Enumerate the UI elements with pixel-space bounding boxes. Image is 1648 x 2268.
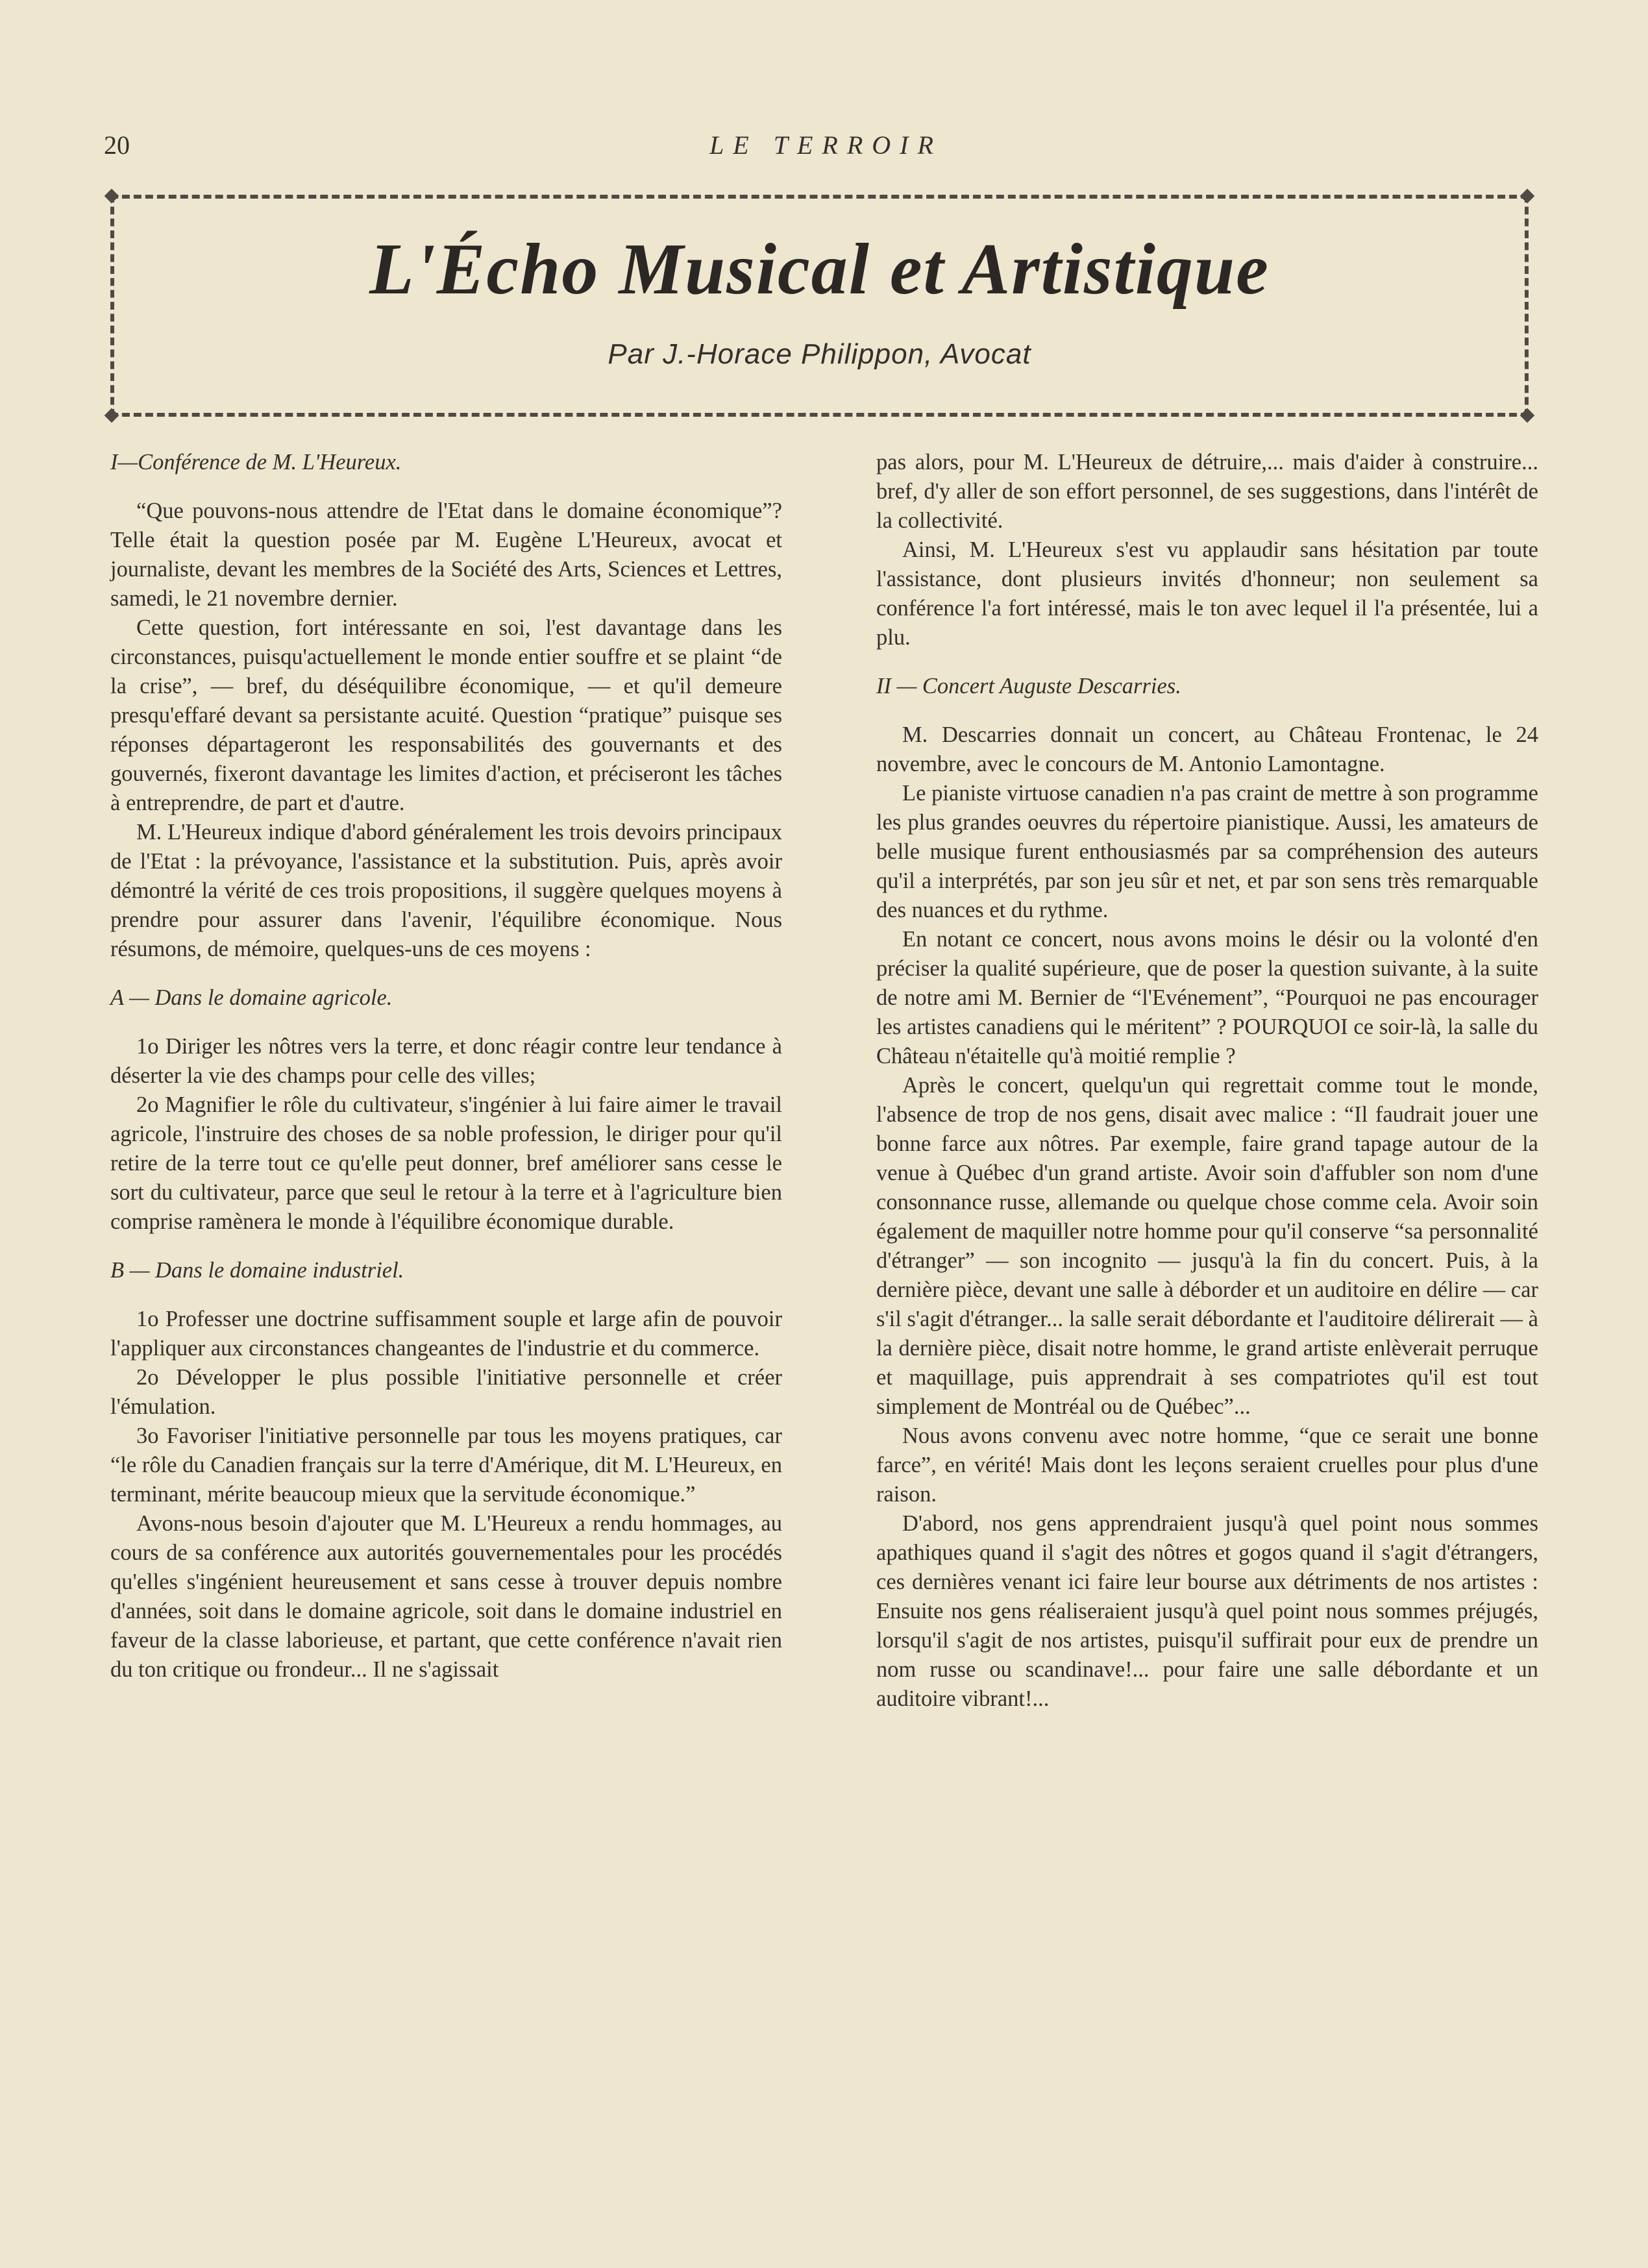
subsection-heading: B — Dans le domaine industriel. — [110, 1258, 404, 1283]
corner-ornament — [105, 408, 119, 423]
section-heading: I—Conférence de M. L'Heureux. — [110, 450, 402, 475]
article-byline: Par J.-Horace Philippon, Avocat — [608, 338, 1031, 370]
paragraph: pas alors, pour M. L'Heureux de détruire,... mais d'aider à construire... bref, d'y aller de son effort personnel, de ses suggestions, dans l'intérêt de la collectivité. — [876, 450, 1538, 533]
paragraph: Avons-nous besoin d'ajouter que M. L'Heureux a rendu hommages, au cours de sa conférence aux autorités gouvernementales pour les procédés qu'elles s'ingénient heureusement et sans cesse à trouver depuis nombre d'années, soit dans le domaine agricole, soit dans le domaine industriel en faveur de la classe laborieuse, et partant, que cette conférence n'avait rien du ton critique ou frondeur... Il ne s'agissait — [110, 1511, 782, 1682]
running-head — [104, 130, 1548, 169]
article-title: L'Écho Musical et Artistique — [369, 229, 1270, 310]
paragraph: D'abord, nos gens apprendraient jusqu'à quel point nous sommes apathiques quand il s'agit des nôtres et gogos quand il s'agit d'étrangers, ces dernières venant ici faire leur bourse aux détriments de nos artistes : Ensuite nos gens réaliseraient jusqu'à quel point nous sommes préjugés, lorsqu'il s'agit de nos artistes, puisqu'il suffirait pour eux de prendre un nom russe ou scandinave!... pour faire une salle débordante et un auditoire vibrant!... — [876, 1511, 1538, 1711]
paragraph: M. L'Heureux indique d'abord généralement les trois devoirs principaux de l'Etat : la prévoyance, l'assistance et la substitution. Puis, après avoir démontré la vérité de ces trois propositions, il suggère quelques moyens à prendre pour assurer dans l'avenir, l'équilibre économique. Nous résumons, de mémoire, quelques-uns de ces moyens : — [110, 820, 782, 961]
paragraph: 3o Favoriser l'initiative personnelle par tous les moyens pratiques, car “le rôle du Canadien français sur la terre d'Amérique, dit M. L'Heureux, en terminant, mérite beaucoup mieux que la servitude économique.” — [110, 1424, 782, 1507]
paragraph: En notant ce concert, nous avons moins le désir ou la volonté d'en préciser la qualité supérieure, que de poser la question suivante, à la suite de notre ami M. Bernier de “l'Evénement”, “Pourquoi ne pas encourager les artistes canadiens qui le méritent” ? POURQUOI ce soir-là, la salle du Château n'étaitelle qu'à moitié remplie ? — [876, 927, 1538, 1068]
section-heading: II — Concert Auguste Descarries. — [876, 674, 1181, 698]
paragraph: M. Descarries donnait un concert, au Château Frontenac, le 24 novembre, avec le concours de M. Antonio Lamontagne. — [876, 722, 1538, 776]
corner-ornament — [1520, 189, 1535, 204]
subsection-heading: A — Dans le domaine agricole. — [110, 985, 393, 1010]
corner-ornament — [105, 189, 119, 204]
right-column — [876, 448, 1538, 1714]
paragraph: 2o Développer le plus possible l'initiative personnelle et créer l'émulation. — [110, 1365, 782, 1419]
paragraph: Après le concert, quelqu'un qui regrettait comme tout le monde, l'absence de trop de nos gens, disait avec malice : “Il faudrait jouer une bonne farce aux nôtres. Par exemple, faire grand tapage autour de la venue à Québec d'un grand artiste. Avoir soin d'affubler son nom d'une consonnance russe, allemande ou quelque chose comme cela. Avoir soin également de maquiller notre homme pour qu'il conserve “sa personnalité d'étranger” — son incognito — jusqu'à la fin du concert. Puis, à la dernière pièce, devant une salle à déborder et un auditoire en délire — car s'il s'agit d'étranger... la salle serait débordante et l'auditoire délirerait — à la dernière pièce, disait notre homme, le grand artiste enlèverait perruque et maquillage, puis apprendrait à ses compatriotes qu'il est tout simplement de Montréal ou de Québec”... — [876, 1073, 1538, 1419]
paragraph: “Que pouvons-nous attendre de l'Etat dans le domaine économique”? Telle était la question posée par M. Eugène L'Heureux, avocat et journaliste, devant les membres de la Société des Arts, Sciences et Lettres, samedi, le 21 novembre dernier. — [110, 499, 782, 611]
paragraph: Le pianiste virtuose canadien n'a pas craint de mettre à son programme les plus grandes oeuvres du répertoire pianistique. Aussi, les amateurs de belle musique furent enthousiasmés par sa compréhension des auteurs qu'il a interprétés, par son jeu sûr et net, et par son sens très remarquable des nuances et du rythme. — [876, 781, 1538, 922]
left-column — [110, 448, 782, 1684]
corner-ornament — [1520, 408, 1535, 423]
paragraph: Nous avons convenu avec notre homme, “que ce serait une bonne farce”, en vérité! Mais dont les leçons seraient cruelles pour plus d'une raison. — [876, 1424, 1538, 1507]
paragraph: 1o Diriger les nôtres vers la terre, et donc réagir contre leur tendance à déserter la vie des champs pour celle des villes; — [110, 1034, 782, 1088]
title-frame — [110, 195, 1529, 417]
paragraph: Ainsi, M. L'Heureux s'est vu applaudir sans hésitation par toute l'assistance, dont plusieurs invités d'honneur; non seulement sa conférence l'a fort intéressé, mais le ton avec lequel il l'a présentée, lui a plu. — [876, 537, 1538, 650]
page-number: 20 — [104, 130, 130, 160]
journal-title: LE TERROIR — [709, 130, 942, 160]
paragraph: Cette question, fort intéressante en soi, l'est davantage dans les circonstances, puisqu'actuellement le monde entier souffre et se plaint “de la crise”, — bref, du déséquilibre économique, — et qu'il demeure presqu'effaré devant sa persistante acuité. Question “pratique” puisque ses réponses départageront les responsabilités des gouvernants et des gouvernés, fixeront davantage les limites d'action, et préciseront les tâches à entreprendre, de part et d'autre. — [110, 615, 782, 815]
paragraph: 1o Professer une doctrine suffisamment souple et large afin de pouvoir l'appliquer aux circonstances changeantes de l'industrie et du commerce. — [110, 1307, 782, 1361]
paragraph: 2o Magnifier le rôle du cultivateur, s'ingénier à lui faire aimer le travail agricole, l'instruire des choses de sa noble profession, le diriger pour qu'il retire de la terre tout ce qu'elle peut donner, bref améliorer sans cesse le sort du cultivateur, parce que seul le retour à la terre et à l'agriculture bien comprise ramènera le monde à l'équilibre économique durable. — [110, 1092, 782, 1234]
